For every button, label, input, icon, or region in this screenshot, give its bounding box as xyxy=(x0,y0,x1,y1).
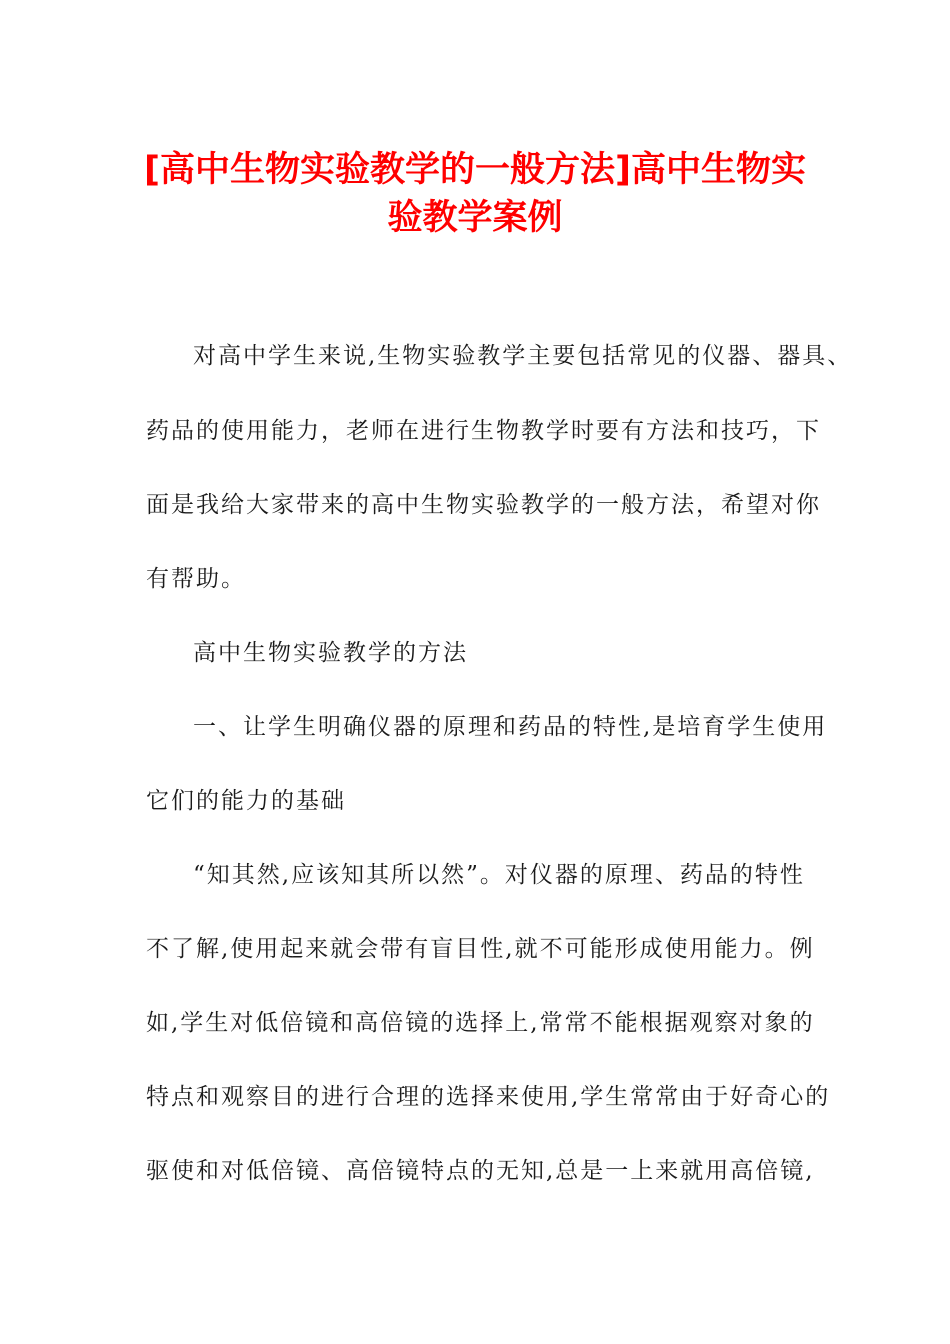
paragraph1-line2: 药品的使用能力，老师在进行生物教学时要有方法和技巧，下 xyxy=(146,418,821,444)
section-heading: 高中生物实验教学的方法 xyxy=(193,640,468,666)
paragraph2-line3: 如,学生对低倍镜和高倍镜的选择上,常常不能根据观察对象的 xyxy=(146,1010,815,1036)
paragraph2-line1: “知其然,应该知其所以然”。对仪器的原理、药品的特性 xyxy=(193,862,805,888)
paragraph2-line2: 不了解,使用起来就会带有盲目性,就不可能形成使用能力。例 xyxy=(146,936,815,962)
document-title-line1: [高中生物实验教学的一般方法]高中生物实 xyxy=(144,150,806,190)
point1-line2: 它们的能力的基础 xyxy=(146,788,346,814)
paragraph2-line4: 特点和观察目的进行合理的选择来使用,学生常常由于好奇心的 xyxy=(146,1084,831,1110)
paragraph2-line5: 驱使和对低倍镜、高倍镜特点的无知,总是一上来就用高倍镜, xyxy=(146,1158,815,1184)
paragraph1-line1: 对高中学生来说,生物实验教学主要包括常见的仪器、器具、 xyxy=(193,343,853,369)
paragraph1-line4: 有帮助。 xyxy=(146,566,246,592)
point1-line1: 一、让学生明确仪器的原理和药品的特性,是培育学生使用 xyxy=(193,714,828,740)
document-title-line2: 验教学案例 xyxy=(387,198,563,238)
paragraph1-line3: 面是我给大家带来的高中生物实验教学的一般方法，希望对你 xyxy=(146,492,821,518)
